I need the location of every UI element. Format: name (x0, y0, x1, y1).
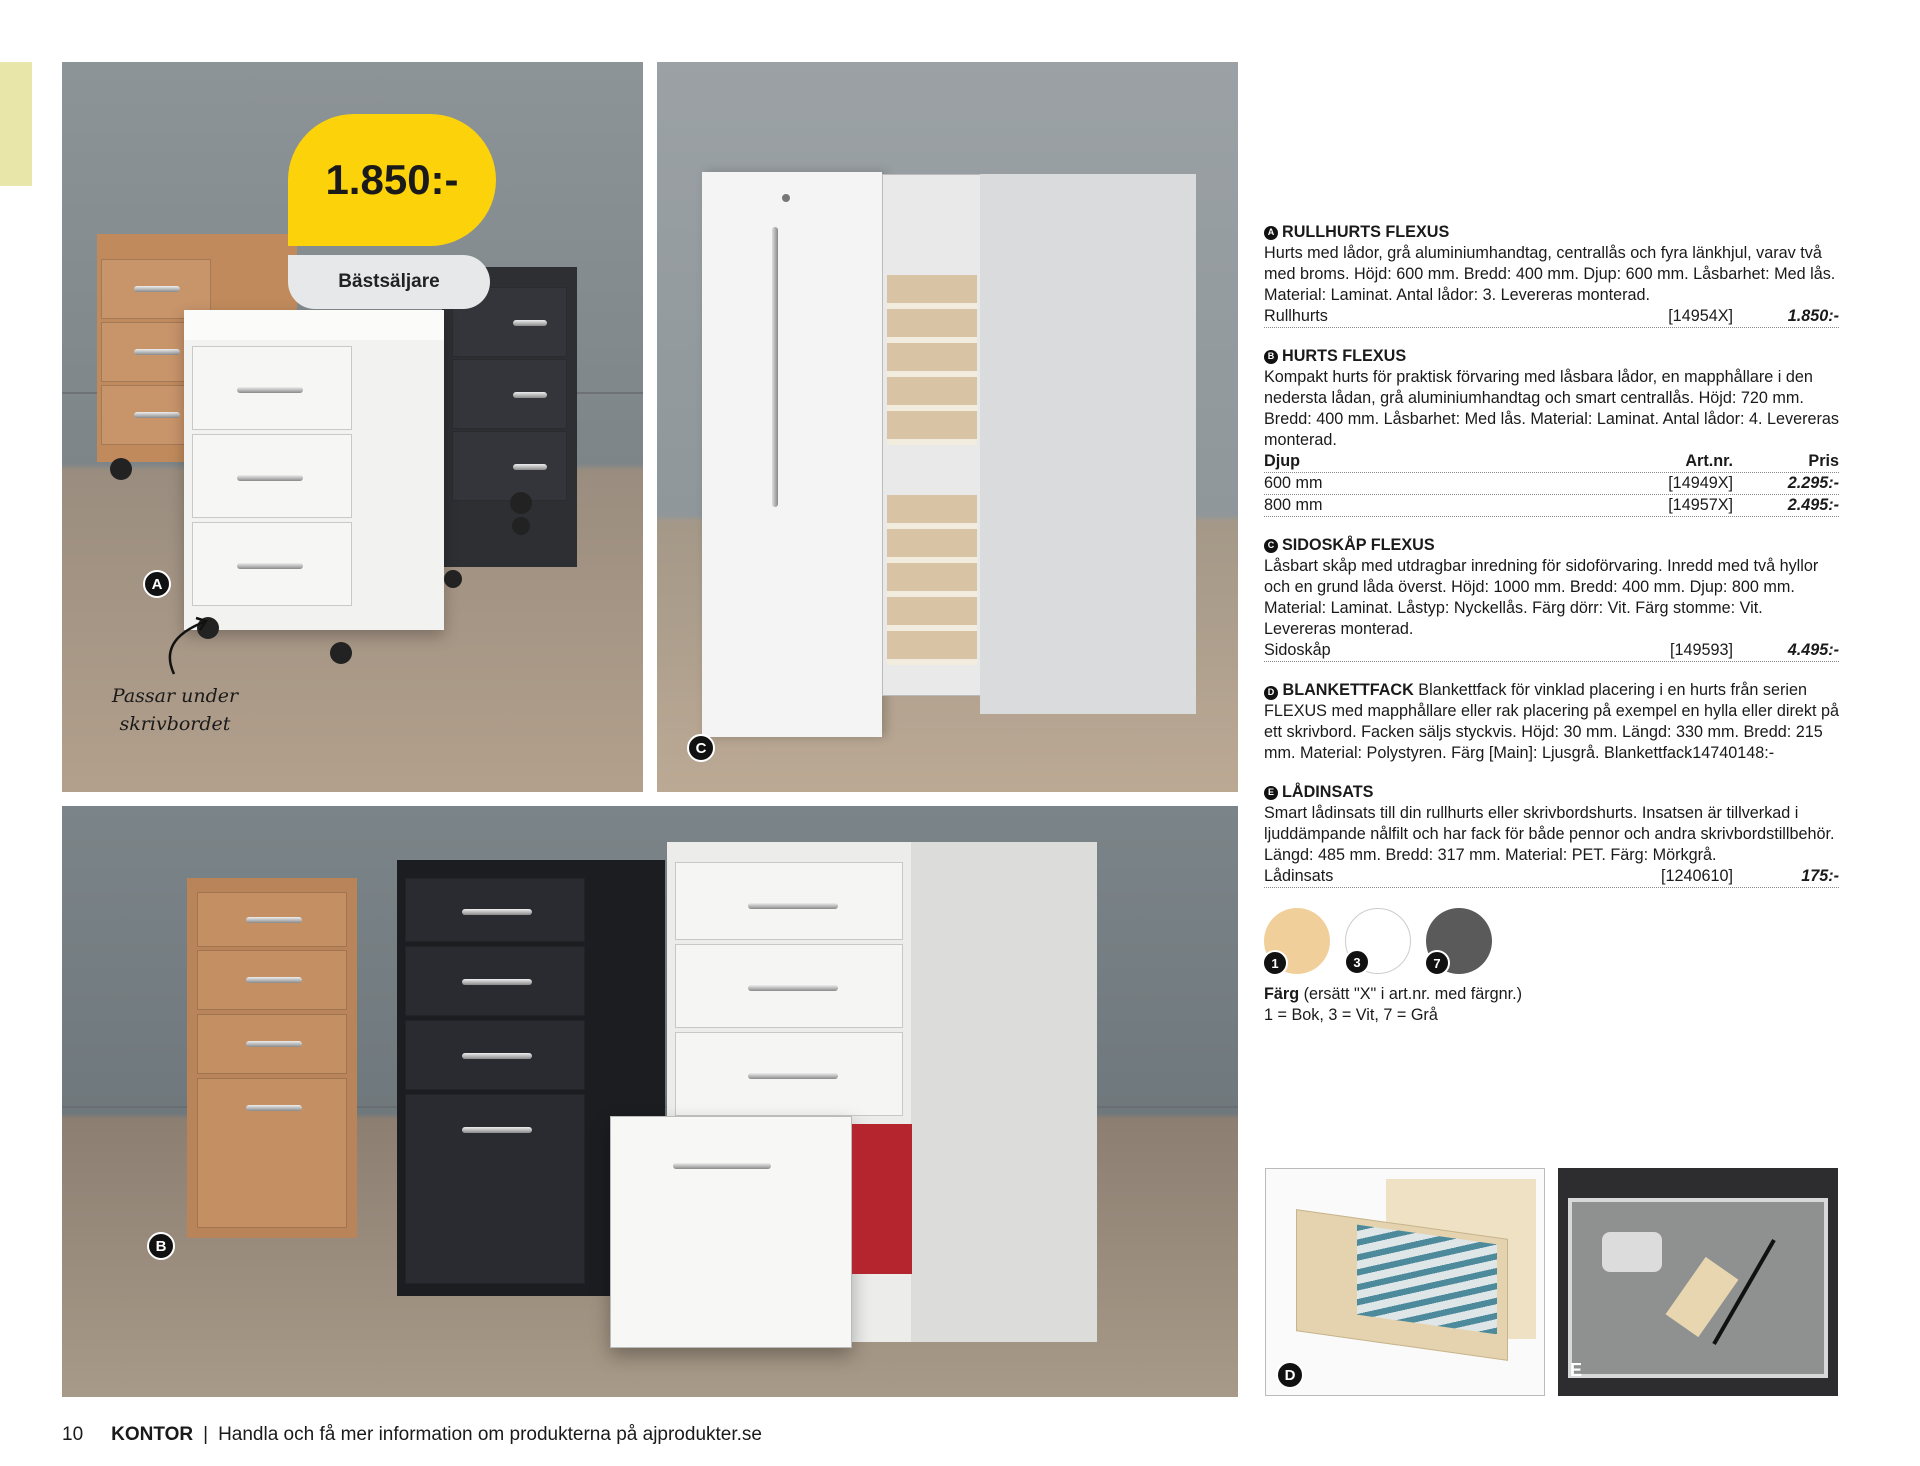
row-artnr: [149593] (1669, 641, 1733, 659)
price-row (1264, 306, 1839, 328)
white-cabinet (184, 310, 444, 630)
row-price: 2.495:- (1787, 496, 1839, 514)
price-row (1264, 495, 1839, 517)
photo-hurts-group (62, 806, 1238, 1397)
product-title: HURTS FLEXUS (1282, 347, 1407, 365)
price-row (1264, 640, 1839, 662)
open-drawer (610, 1116, 852, 1348)
color-note (1264, 984, 1839, 1005)
product-description: Hurts med lådor, grå aluminiumhandtag, centrallås och fyra länkhjul, varav två med broms. Höjd: 600 mm. Bredd: 400 mm. Djup: 600 mm. Låsbarhet: Med lås. Material: Laminat. Antal lådor: 3. Levereras monterad. (1264, 244, 1836, 304)
table-header (1264, 451, 1839, 473)
row-price: 2.295:- (1787, 474, 1839, 492)
row-name: 600 mm (1264, 474, 1323, 492)
letter-badge: A (1264, 226, 1278, 240)
product-description: Smart lådinsats till din rullhurts eller skrivbordshurts. Insatsen är tillverkad i ljuddämpande nålfilt och har fack för både pennor och andra skrivbordstillbehör. Längd: 485 mm. Bredd: 317 mm. Material: PET. Färg: Mörkgrå. (1264, 804, 1835, 864)
beech-hurts (187, 878, 357, 1238)
product-b (1264, 346, 1839, 517)
footer-separator: | (203, 1424, 209, 1445)
footer-tagline: Handla och få mer information om produkterna på ajprodukter.se (218, 1424, 762, 1445)
hanging-folders (852, 1124, 912, 1274)
header-artnr: Art.nr. (1685, 452, 1733, 470)
dark-cabinet (442, 267, 577, 567)
product-title: BLANKETTFACK (1282, 681, 1414, 699)
letter-badge: E (1264, 786, 1278, 800)
note-line-1: Passar under (111, 685, 239, 707)
bestseller-badge: Bästsäljare (288, 255, 490, 309)
row-price: 175:- (1801, 867, 1839, 885)
header-price: Pris (1808, 452, 1839, 470)
product-c (1264, 535, 1839, 662)
row-artnr: [14954X] (1668, 307, 1733, 325)
photo-rullhurts (62, 62, 643, 792)
product-title: RULLHURTS FLEXUS (1282, 223, 1450, 241)
product-description: Låsbart skåp med utdragbar inredning för sidoförvaring. Inredd med två hyllor och en grund låda överst. Höjd: 1000 mm. Bredd: 400 mm. Djup: 800 mm. Material: Laminat. Låstyp: Nyckellås. Färg dörr: Vit. Färg stomme: Vit. Levereras monterad. (1264, 557, 1819, 638)
cabinet-body (980, 174, 1196, 714)
color-legend: 1 = Bok, 3 = Vit, 7 = Grå (1264, 1006, 1438, 1024)
product-d (1264, 680, 1839, 764)
cabinet-door (702, 172, 882, 737)
swatch-number: 1 (1262, 950, 1288, 976)
page-number: 10 (62, 1424, 84, 1445)
product-description: Blankettfack för vinklad placering i en hurts från serien FLEXUS med mapphållare eller rak placering på exempel en hylla eller direkt på ett skrivbord. Facken säljs styckvis. Höjd: 30 mm. Längd: 330 mm. Bredd: 215 mm. Material: Polystyren. Färg [Main]: Ljusgrå. Blankettfack14740148:- (1264, 681, 1839, 762)
page-footer (62, 1424, 762, 1446)
product-a (1264, 222, 1839, 328)
door-handle (772, 227, 778, 507)
row-name: Sidoskåp (1264, 641, 1331, 659)
photo-sidoskap (657, 62, 1238, 792)
row-name: Lådinsats (1264, 867, 1334, 885)
color-swatches (1264, 908, 1839, 974)
section-name: KONTOR (111, 1424, 194, 1445)
photo-letter-label: E (1570, 1360, 1583, 1380)
price-row (1264, 473, 1839, 495)
header-depth: Djup (1264, 452, 1300, 470)
section-tab (0, 62, 32, 186)
photo-letter-badge: B (147, 1232, 175, 1260)
photo-letter-badge: C (687, 734, 715, 762)
row-artnr: [14957X] (1668, 496, 1733, 514)
handwritten-note (100, 682, 250, 738)
product-description: Kompakt hurts för praktisk förvaring med låsbara lådor, en mapphållare i den nedersta lådan, grå aluminiumhandtag och smart centrallås. Höjd: 720 mm. Bredd: 400 mm. Låsbarhet: Med lås. Material: Laminat. Antal lådor: 4. Levereras monterad. (1264, 368, 1839, 449)
product-e (1264, 782, 1839, 888)
product-text-column (1264, 222, 1839, 1026)
row-artnr: [1240610] (1660, 867, 1733, 885)
letter-badge: C (1264, 539, 1278, 553)
row-price: 1.850:- (1787, 307, 1839, 325)
note-line-2: skrivbordet (119, 713, 231, 735)
product-title: SIDOSKÅP FLEXUS (1282, 536, 1435, 554)
photo-letter-badge: A (143, 570, 171, 598)
row-name: 800 mm (1264, 496, 1323, 514)
swatch-vit (1345, 908, 1411, 974)
row-price: 4.495:- (1787, 641, 1839, 659)
curved-arrow-icon (152, 610, 222, 680)
swatch-number: 3 (1344, 949, 1370, 975)
letter-badge: D (1264, 686, 1278, 700)
swatch-number: 7 (1424, 950, 1450, 976)
pullout-rack (882, 174, 984, 696)
product-title: LÅDINSATS (1282, 783, 1374, 801)
row-name: Rullhurts (1264, 307, 1328, 325)
photo-ladinsats (1558, 1168, 1838, 1396)
photo-letter-badge: D (1276, 1361, 1304, 1389)
color-label: Färg (1264, 985, 1300, 1003)
photo-blankettfack (1265, 1168, 1545, 1396)
price-bubble: 1.850:- (288, 114, 496, 246)
price-row (1264, 866, 1839, 888)
swatch-bok (1264, 908, 1330, 974)
color-instruction: (ersätt "X" i art.nr. med färgnr.) (1303, 985, 1522, 1003)
row-artnr: [14949X] (1668, 474, 1733, 492)
letter-badge: B (1264, 350, 1278, 364)
swatch-gra (1426, 908, 1492, 974)
